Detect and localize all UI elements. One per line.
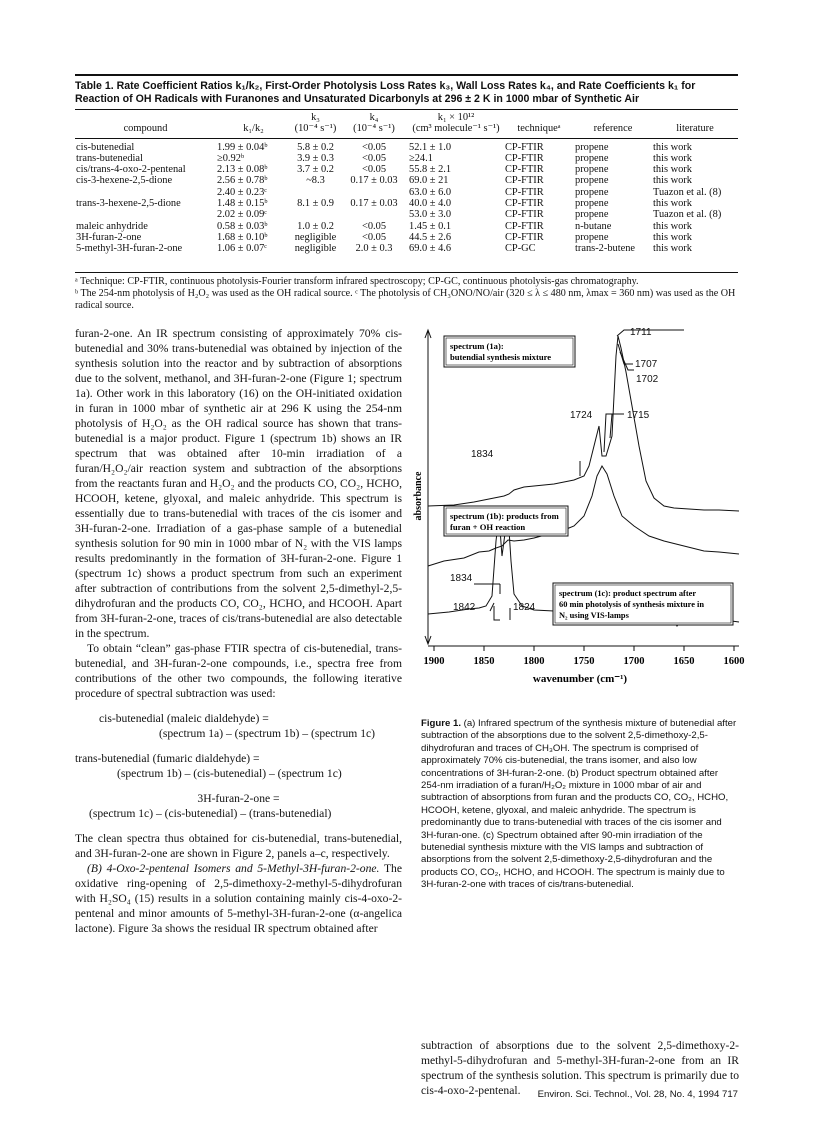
x-tick-label: 1750 bbox=[573, 656, 595, 667]
table-cell: CP-GC bbox=[505, 243, 536, 255]
table-cell: <0.05 bbox=[361, 164, 387, 176]
table-cell: ≥24.1 bbox=[409, 152, 433, 164]
table-cell: 1.0 ± 0.2 bbox=[297, 220, 334, 232]
legend-box-1c bbox=[553, 583, 733, 625]
header-ratio: k₁/k₂ bbox=[216, 123, 291, 138]
table-cell: propene bbox=[575, 231, 609, 243]
svg-text:60 min photolysis of synthesis: 60 min photolysis of synthesis mixture in bbox=[559, 600, 705, 609]
table-cell bbox=[291, 187, 340, 198]
table-cell: ≥0.92ᵇ bbox=[217, 152, 245, 164]
peak-label-1842: 1842 bbox=[453, 602, 476, 613]
header-k3-unit: (10⁻⁴ s⁻¹) bbox=[291, 123, 340, 138]
table-cell: 1.06 ± 0.07ᶜ bbox=[217, 243, 267, 255]
header-technique: techniqueᵃ bbox=[504, 123, 574, 138]
peak-label-1824: 1824 bbox=[513, 602, 536, 613]
x-tick-label: 1650 bbox=[673, 656, 695, 667]
figure-1-spectrum bbox=[413, 326, 745, 686]
table-cell: propene bbox=[575, 152, 609, 164]
paragraph-2: To obtain “clean” gas-phase FTIR spectra of cis-butenedial, trans-butenedial, and 3H-furan-2-one compounds, i.e., spectra free from contributions of the other two compounds, the following iterative procedure of spectral subtraction was used: bbox=[75, 642, 402, 700]
table-cell: this work bbox=[653, 243, 692, 255]
table-cell: CP-FTIR bbox=[505, 186, 544, 198]
table-row bbox=[75, 221, 738, 232]
table-cell: this work bbox=[653, 231, 692, 243]
x-axis-label: wavenumber (cm⁻¹) bbox=[532, 673, 628, 685]
table-cell bbox=[75, 187, 216, 198]
table-cell: 3.7 ± 0.2 bbox=[297, 164, 334, 176]
table-cell: 69.0 ± 21 bbox=[409, 175, 449, 187]
table-cell: trans-3-hexene-2,5-dione bbox=[76, 198, 181, 210]
table-cell: this work bbox=[653, 152, 692, 164]
table-row bbox=[75, 187, 738, 198]
figure-caption-text: (a) Infrared spectrum of the synthesis mixture of butenedial after subtraction of the absorptions due to the solvent 2,5-dimethoxy-2,5-dihydrofuran and traces of CH₃OH. The spectrum is comprised of approximately 70% cis-butenedial, the trans isomer, and also low concentrations of 3H-furan-2-one. (b) Product spectrum obtained after 254-nm irradiation of a furan/H₂O₂ mixture in 1000 mbar of air and subtraction of absorptions from furan and the products CO, CO₂, HCHO, HCOOH, ketene, glyoxal, and maleic anhydride. The spectrum is predominantly due to trans-butenedial with traces of the cis isomer and 3H-furan-one. (c) Spectrum obtained after 90-min irradiation of the butenedial synthesis mixture with the VIS lamps and subtraction of absorptions from the solvent 2,5-dimethoxy-2,5-dihydrofuran and the products CO, CO₂, HCHO, and HCOOH. The spectrum is mainly due to 3H-furan-2-one with traces of cis/trans-butenedial. bbox=[421, 718, 737, 891]
table-bottom-rule bbox=[75, 272, 738, 273]
header-literature: literature bbox=[652, 123, 738, 138]
svg-text:furan + OH reaction: furan + OH reaction bbox=[450, 522, 526, 532]
equation-furanone: 3H-furan-2-one = (spectrum 1c) – (cis-butenedial) – (trans-butenedial) bbox=[89, 792, 332, 820]
table-cell: 0.58 ± 0.03ᵇ bbox=[217, 220, 268, 232]
table-cell: propene bbox=[575, 164, 609, 176]
table-cell: 1.99 ± 0.04ᵇ bbox=[217, 141, 268, 153]
svg-text:N₂ using VIS-lamps: N₂ using VIS-lamps bbox=[559, 611, 629, 620]
table-cell: 1.45 ± 0.1 bbox=[409, 220, 452, 232]
table-cell: this work bbox=[653, 164, 692, 176]
legend-box-1b bbox=[444, 506, 568, 536]
svg-text:spectrum (1a):: spectrum (1a): bbox=[450, 341, 504, 351]
x-tick-label: 1600 bbox=[723, 656, 745, 667]
table-cell: CP-FTIR bbox=[505, 152, 544, 164]
table-cell: 53.0 ± 3.0 bbox=[409, 209, 452, 221]
table-cell bbox=[291, 209, 340, 220]
table-cell: 2.56 ± 0.78ᵇ bbox=[217, 175, 268, 187]
table-notes bbox=[75, 276, 738, 312]
peak-label-1711: 1711 bbox=[630, 327, 652, 338]
equation-cis: cis-butenedial (maleic dialdehyde) = (spectrum 1a) – (spectrum 1b) – (spectrum 1c) bbox=[99, 712, 376, 740]
header-k1-unit: (cm³ molecule⁻¹ s⁻¹) bbox=[408, 123, 504, 138]
peak-label-1834-b: 1834 bbox=[471, 449, 494, 460]
table-cell bbox=[340, 209, 408, 220]
right-column-text: subtraction of absorptions due to the solvent 2,5-dimethoxy-2-methyl-5-dihydrofuran and 5-methyl-3H-furan-2-one from an IR spectrum of the synthesis solution. This spectrum is primarily due to cis-4-oxo-2-pentenal. bbox=[421, 1039, 739, 1097]
table-cell: negligible bbox=[294, 243, 337, 255]
table-cell: this work bbox=[653, 141, 692, 153]
table-cell: propene bbox=[575, 186, 609, 198]
svg-text:butendial synthesis mixture: butendial synthesis mixture bbox=[450, 352, 552, 362]
table-cell: CP-FTIR bbox=[505, 220, 544, 232]
legend-box-1a bbox=[444, 336, 575, 367]
paragraph-3: The clean spectra thus obtained for cis-butenedial, trans-butenedial, and 3H-furan-2-one are shown in Figure 2, panels a–c, respectively. bbox=[75, 832, 402, 860]
table-cell: propene bbox=[575, 141, 609, 153]
top-rule bbox=[75, 74, 738, 76]
table-cell bbox=[75, 209, 216, 220]
table-cell: <0.05 bbox=[361, 152, 387, 164]
table-cell: cis-butenedial bbox=[76, 141, 135, 153]
table-cell: 8.1 ± 0.9 bbox=[297, 198, 334, 210]
table-cell: propene bbox=[575, 175, 609, 187]
peak-label-1834-c: 1834 bbox=[450, 573, 473, 584]
table-cell: CP-FTIR bbox=[505, 198, 544, 210]
paragraph-4: (B) 4-Oxo-2-pentenal Isomers and 5-Methyl-3H-furan-2-one. The oxidative ring-opening of 2,5-dimethoxy-2-methyl-5-dihydrofuran with H₂SO₄ (15) results in a solution containing mainly cis-4-oxo-2-pentenal and minor amounts of 5-methyl-3H-furan-2-one (α-angelica lactone). Figure 3a shows the residual IR spectrum obtained after bbox=[75, 862, 402, 935]
table-cell: Tuazon et al. (8) bbox=[653, 186, 722, 198]
x-tick-label: 1900 bbox=[423, 656, 445, 667]
figure-caption-label: Figure 1. bbox=[421, 718, 461, 729]
table-cell: n-butane bbox=[575, 220, 612, 232]
page-footer: Environ. Sci. Technol., Vol. 28, No. 4, 1994 717 bbox=[537, 1089, 738, 1100]
caption-rule bbox=[75, 109, 738, 110]
table-cell: 0.17 ± 0.03 bbox=[350, 175, 398, 187]
header-k4-unit: (10⁻⁴ s⁻¹) bbox=[340, 123, 408, 138]
table-cell: propene bbox=[575, 198, 609, 210]
table-cell: cis/trans-4-oxo-2-pentenal bbox=[76, 164, 186, 176]
table-cell: 3.9 ± 0.3 bbox=[297, 152, 334, 164]
table-cell: ~8.3 bbox=[306, 175, 325, 187]
table-cell: propene bbox=[575, 209, 609, 221]
table-cell: 63.0 ± 6.0 bbox=[409, 186, 452, 198]
peak-label-1707: 1707 bbox=[635, 359, 658, 370]
table-cell: 40.0 ± 4.0 bbox=[409, 198, 452, 210]
table-row bbox=[75, 164, 738, 175]
table-cell: CP-FTIR bbox=[505, 231, 544, 243]
table-cell: CP-FTIR bbox=[505, 164, 544, 176]
table-cell: this work bbox=[653, 220, 692, 232]
table-cell: 0.17 ± 0.03 bbox=[350, 198, 398, 210]
table-row bbox=[75, 209, 738, 220]
table-cell: 1.68 ± 0.10ᵇ bbox=[217, 231, 268, 243]
table-cell: 69.0 ± 4.6 bbox=[409, 243, 452, 255]
x-tick-label: 1800 bbox=[523, 656, 545, 667]
table-cell: <0.05 bbox=[361, 231, 387, 243]
x-tick-label: 1850 bbox=[473, 656, 495, 667]
table-row bbox=[75, 198, 738, 209]
table-cell: 1.48 ± 0.15ᵇ bbox=[217, 198, 268, 210]
table-cell: 2.13 ± 0.08ᵇ bbox=[217, 164, 268, 176]
header-compound: compound bbox=[75, 123, 216, 138]
peak-label-1715: 1715 bbox=[627, 410, 650, 421]
figure-caption bbox=[421, 718, 739, 892]
table-cell: CP-FTIR bbox=[505, 175, 544, 187]
table-body bbox=[75, 138, 738, 254]
left-column bbox=[75, 326, 402, 936]
table-cell: CP-FTIR bbox=[505, 209, 544, 221]
table-cell bbox=[340, 187, 408, 198]
equation-trans: trans-butenedial (fumaric dialdehyde) = (spectrum 1b) – (cis-butenedial) – (spectrum 1c) bbox=[75, 752, 342, 780]
table-cell: CP-FTIR bbox=[505, 141, 544, 153]
table-caption: Table 1. Rate Coefficient Ratios k₁/k₂, First-Order Photolysis Loss Rates k₃, Wall Loss Rates k₄, and Rate Coefficients k₁ for Reaction of OH Radicals with Furanones and Unsaturated Dicarbonyls at 296 ± 2 K in 1000 mbar of Synthetic Air bbox=[75, 80, 696, 105]
header-k1: k₁ × 10¹² bbox=[437, 112, 475, 123]
table-cell: 2.02 ± 0.09ᶜ bbox=[217, 209, 267, 221]
peak-label-1724: 1724 bbox=[570, 410, 593, 421]
table-cell: 5.8 ± 0.2 bbox=[297, 141, 334, 153]
svg-text:spectrum (1c): product spectru: spectrum (1c): product spectrum after bbox=[559, 589, 697, 598]
table-cell: Tuazon et al. (8) bbox=[653, 209, 722, 221]
table-cell: 5-methyl-3H-furan-2-one bbox=[76, 243, 183, 255]
table-cell: 2.40 ± 0.23ᶜ bbox=[217, 186, 267, 198]
table-cell: 52.1 ± 1.0 bbox=[409, 141, 452, 153]
table-cell: this work bbox=[653, 198, 692, 210]
table-note-a: ᵃ Technique: CP-FTIR, continuous photolysis-Fourier transform infrared spectroscopy; CP-GC, continuous photolysis-gas chromatography. bbox=[75, 276, 639, 287]
peak-label-1702: 1702 bbox=[636, 374, 659, 385]
table-row bbox=[75, 153, 738, 164]
table-cell: this work bbox=[653, 175, 692, 187]
y-axis-label: absorbance bbox=[413, 471, 424, 521]
table-cell: <0.05 bbox=[361, 141, 387, 153]
table-row bbox=[75, 138, 738, 153]
table-cell: maleic anhydride bbox=[76, 220, 148, 232]
table-cell: trans-butenedial bbox=[76, 152, 143, 164]
table-cell: cis-3-hexene-2,5-dione bbox=[76, 175, 173, 187]
table-cell: 44.5 ± 2.6 bbox=[409, 231, 452, 243]
table-row bbox=[75, 232, 738, 243]
header-k3: k₃ bbox=[311, 112, 320, 123]
header-k4: k₄ bbox=[369, 112, 379, 123]
svg-text:spectrum (1b): products from: spectrum (1b): products from bbox=[450, 511, 559, 521]
section-heading-b: (B) 4-Oxo-2-pentenal Isomers and 5-Methyl-3H-furan-2-one. bbox=[87, 862, 380, 875]
table-cell: 55.8 ± 2.1 bbox=[409, 164, 452, 176]
table-cell: trans-2-butene bbox=[575, 243, 636, 255]
table-cell: 3H-furan-2-one bbox=[76, 231, 142, 243]
table-cell: negligible bbox=[294, 231, 337, 243]
table-note-b: ᵇ The 254-nm photolysis of H₂O₂ was used as the OH radical source. ᶜ The photolysis of CH₃ONO/NO/air (320 ≤ λ ≤ 480 nm, λmax = 360 nm) was used as the OH radical source. bbox=[75, 288, 736, 311]
table-row bbox=[75, 175, 738, 186]
header-reference: reference bbox=[574, 123, 652, 138]
table-row bbox=[75, 243, 738, 254]
paragraph-1: furan-2-one. An IR spectrum consisting of approximately 70% cis-butenedial and 30% trans-butenedial was obtained by injection of the synthesis solution into the reactor and by subtraction of absorptions due to the solvent, methanol, and 3H-furan-2-one (Figure 1; spectrum 1a). Other work in this laboratory (16) on the OH-initiated oxidation in furan in 1000 mbar of synthetic air at 296 K using the 254-nm photolysis of H₂O₂ as the OH radical source has shown that trans-butenedial is a major product. Figure 1 (spectrum 1b) shows an IR spectrum that was obtained after 10-min irradiation of a furan/H₂O₂/air reaction system and subtraction of the absorptions from the reactants furan and H₂O₂ and the products CO, CO₂, HCHO, HCOOH, ketene, glyoxal, and maleic anhydride. This spectrum is essentially due to trans-butenedial with traces of the cis isomer and 3H-furan-2-one. Irradiation of a gas-phase sample of a butenedial synthesis solution for 90 min in 1000 mbar of N₂ with the VIS lamps results predominantly in the formation of 3H-furan-2-one. Figure 1 (spectrum 1c) shows a product spectrum from such an experiment after subtraction of contributions from the solvent 2,5-dimethyl-2,5-dihydrofuran and the products CO, CO₂, HCHO, and HCOOH. Apart from 3H-furan-2-one, traces of cis/trans-butenedial are also detectable in the spectrum. bbox=[75, 327, 402, 640]
table-cell: 2.0 ± 0.3 bbox=[355, 243, 393, 255]
x-tick-label: 1700 bbox=[623, 656, 645, 667]
table-cell: <0.05 bbox=[361, 220, 387, 232]
rate-table bbox=[75, 112, 738, 255]
x-ticks bbox=[424, 646, 745, 667]
